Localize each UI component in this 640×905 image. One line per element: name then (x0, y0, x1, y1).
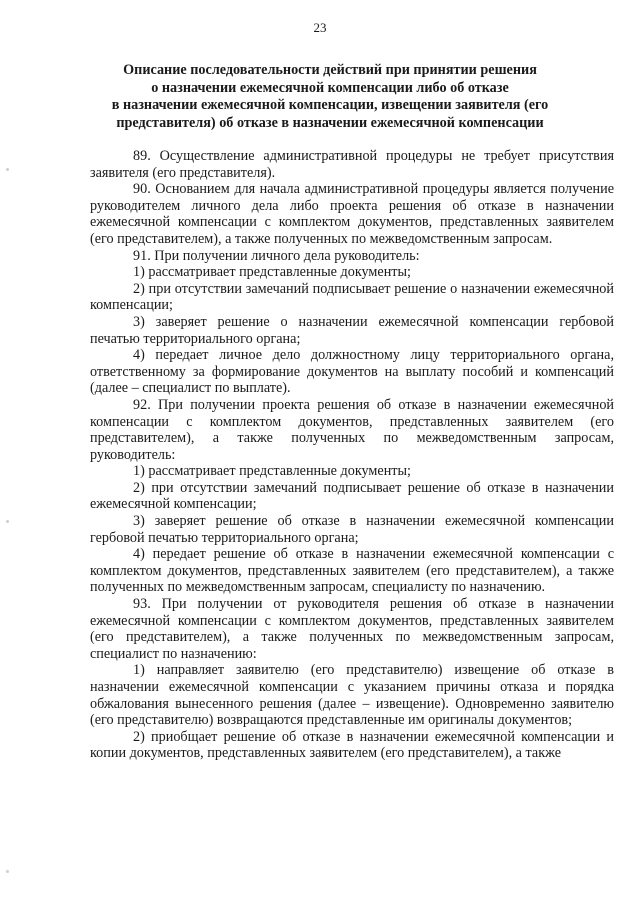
paragraph-91: 91. При получении личного дела руководитель: (133, 247, 420, 264)
paragraph-90: 90. Основанием для начала административной процедуры является получение руководителем личного дела либо проекта решения об отказе в назначении ежемесячной компенсации с комплектом документов, представленных заявителем (его представителем), а также полученных по межведомственным запросам. (90, 181, 614, 247)
document-body (90, 148, 614, 762)
page-number: 23 (313, 20, 327, 35)
list-item: 1) рассматривает представленные документы; (133, 463, 411, 480)
heading-line: представителя) об отказе в назначении ежемесячной компенсации (116, 114, 544, 131)
list-item: 3) заверяет решение об отказе в назначении ежемесячной компенсации гербовой печатью территориального органа; (90, 513, 614, 546)
list-item: 1) направляет заявителю (его представителю) извещение об отказе в назначении ежемесячной компенсации с указанием причины отказа и порядка обжалования вынесенного решения (далее – извещение). Одновременно заявителю (его представителю) возвращаются представленные им оригиналы документов; (90, 662, 614, 729)
section-heading (80, 62, 580, 132)
heading-line: Описание последовательности действий при принятии решения (123, 62, 537, 78)
list-item: 4) передает личное дело должностному лицу территориального органа, ответственному за формирование документов на выплату пособий и компенсаций (далее – специалист по выплате). (90, 347, 614, 397)
paragraph-89: 89. Осуществление административной процедуры не требует присутствия заявителя (его представителя). (90, 148, 614, 181)
scan-artifact (6, 870, 9, 873)
list-item: 4) передает решение об отказе в назначении ежемесячной компенсации с комплектом документов, представленных заявителем (его представителем), а также полученных по межведомственным запросам, специалисту по назначению. (90, 546, 614, 596)
scan-artifact (6, 520, 9, 523)
list-item: 1) рассматривает представленные документы; (133, 264, 411, 281)
scan-artifact (6, 168, 9, 171)
list-item: 2) при отсутствии замечаний подписывает решение об отказе в назначении ежемесячной компенсации; (90, 479, 614, 513)
list-item: 2) при отсутствии замечаний подписывает решение о назначении ежемесячной компенсации; (90, 280, 614, 314)
list-item: 2) приобщает решение об отказе в назначении ежемесячной компенсации и копии документов, представленных заявителем (его представителем), а также (90, 728, 614, 762)
paragraph-92: 92. При получении проекта решения об отказе в назначении ежемесячной компенсации с комплектом документов, представленных заявителем (его представителем), а также полученных по межведомственным запросам, руководитель: (90, 396, 614, 463)
paragraph-93: 93. При получении от руководителя решения об отказе в назначении ежемесячной компенсации с комплектом документов, представленных заявителем (его представителем), а также полученных по межведомственным запросам, специалист по назначению: (90, 596, 614, 662)
list-item: 3) заверяет решение о назначении ежемесячной компенсации гербовой печатью территориального органа; (90, 313, 614, 347)
heading-line: в назначении ежемесячной компенсации, извещении заявителя (его (111, 97, 549, 113)
heading-line: о назначении ежемесячной компенсации либо об отказе (151, 79, 509, 96)
